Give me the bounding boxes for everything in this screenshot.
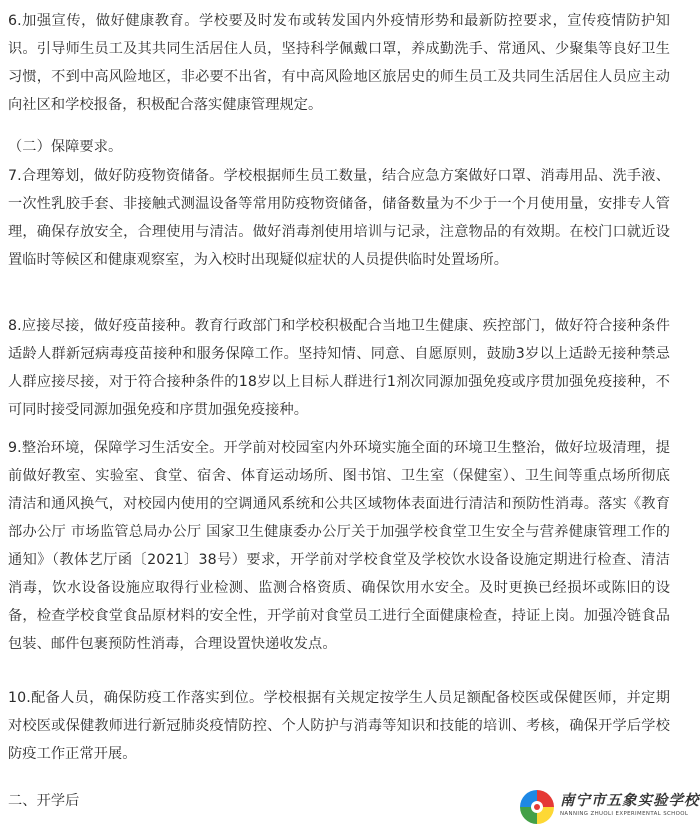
school-logo-watermark <box>518 784 700 830</box>
section-heading-after-school-start: 二、开学后 <box>8 793 80 809</box>
paragraph-8: 8.应接尽接，做好疫苗接种。教育行政部门和学校积极配合当地卫生健康、疾控部门，做好符合接种条件适龄人群新冠病毒疫苗接种和服务保障工作。坚持知情、同意、自愿原则，鼓励3岁以上适龄无接种禁忌人群应接尽接，对于符合接种条件的18岁以上目标人群进行1剂次同源加强免疫或序贯加强免疫接种，不可同时接受同源加强免疫和序贯加强免疫接种。 <box>8 318 670 418</box>
paragraph-6: 6.加强宣传，做好健康教育。学校要及时发布或转发国内外疫情形势和最新防控要求，宣传疫情防护知识。引导师生员工及其共同生活居住人员，坚持科学佩戴口罩，养成勤洗手、常通风、少聚集等良好卫生习惯，不到中高风险地区，非必要不出省，有中高风险地区旅居史的师生员工及共同生活居住人员应主动向社区和学校报备，积极配合落实健康管理规定。 <box>8 13 670 113</box>
paragraph-10: 10.配备人员，确保防疫工作落实到位。学校根据有关规定按学生人员足额配备校医或保健医师，并定期对校医或保健教师进行新冠肺炎疫情防控、个人防护与消毒等知识和技能的培训、考核，确保开学后学校防疫工作正常开展。 <box>8 690 670 762</box>
school-logo-icon <box>518 788 556 826</box>
school-name-en: NANNING ZHUOLI EXPERIMENTAL SCHOOL <box>560 811 689 817</box>
paragraph-9: 9.整治环境，保障学习生活安全。开学前对校园室内外环境实施全面的环境卫生整治，做好垃圾清理，提前做好教室、实验室、食堂、宿舍、体育运动场所、图书馆、卫生室（保健室）、卫生间等重点场所彻底清洁和通风换气，对校园内使用的空调通风系统和公共区域物体表面进行清洁和预防性消毒。落实《教育部办公厅 市场监管总局办公厅 国家卫生健康委办公厅关于加强学校食堂卫生安全与营养健康管理工作的通知》（教体艺厅函〔2021〕38号）要求，开学前对学校食堂及学校饮水设备设施定期进行检查、清洁消毒，饮水设备设施应取得行业检测、监测合格资质、确保饮用水安全。及时更换已经损坏或陈旧的设备，检查学校食堂食品原材料的安全性，开学前对食堂员工进行全面健康检查，持证上岗。加强冷链食品包装、邮件包裹预防性消毒，合理设置快递收发点。 <box>8 440 670 652</box>
paragraph-7: 7.合理筹划，做好防疫物资储备。学校根据师生员工数量，结合应急方案做好口罩、消毒用品、洗手液、一次性乳胶手套、非接触式测温设备等常用防疫物资储备，储备数量为不少于一个月使用量，安排专人管理，确保存放安全，合理使用与清洁。做好消毒剂使用培训与记录，注意物品的有效期。在校门口就近设置临时等候区和健康观察室，为入校时出现疑似症状的人员提供临时处置场所。 <box>8 168 670 268</box>
section-heading-guarantee: （二）保障要求。 <box>8 139 123 155</box>
school-name-cn: 南宁市五象实验学校 <box>560 792 700 809</box>
